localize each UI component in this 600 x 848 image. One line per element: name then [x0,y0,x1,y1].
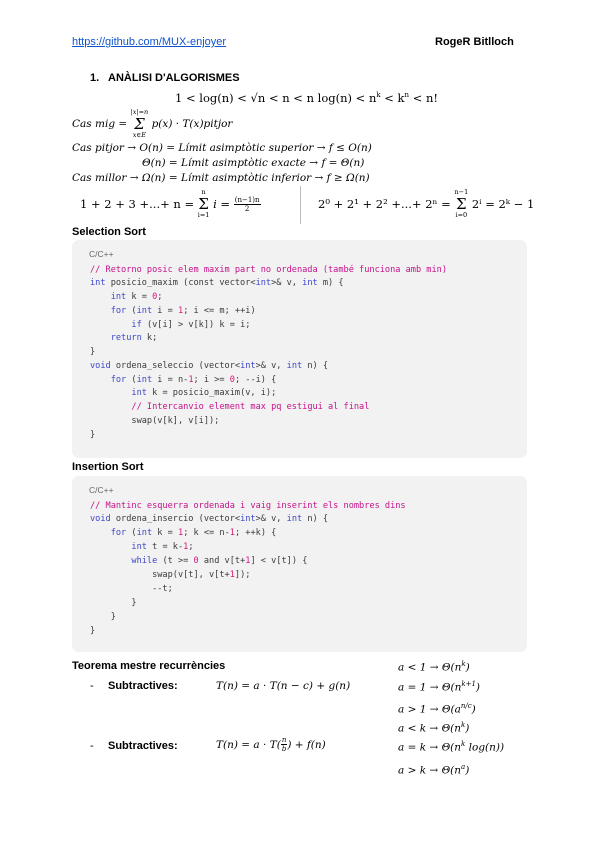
code-line: // Intercanvio element max pq estigui al final [131,402,370,412]
section-number: 1. [90,72,100,84]
code-line: --t; [90,584,173,594]
code-line: for (int k = 1; k <= n-1; ++k) { [110,528,277,538]
code-line: int t = k-1; [131,542,194,552]
code-line: void ordena_insercio (vector<int>& v, int n) { [90,514,329,524]
divisive-recurrence: T(n) = a · T( $\frac{n}{b}$ ) + f(n) [216,736,326,753]
code-line: swap(v[t], v[t+1]); [90,570,251,580]
worst-case-formula: Cas pitjor → O(n) = Límit asimptòtic superior → f ≤ O(n) [72,142,372,154]
code-line: // Mantinc esquerra ordenada i vaig inserint els nombres dins [90,501,406,511]
case-a-eq-1: $a = 1 \to \Theta(n^{k+1})$ [398,680,481,694]
code-line: int k = 0; [110,292,163,302]
case-a-gt-k: $a > k \to \Theta(n^a)$ [398,763,470,777]
code-line: } [90,598,137,608]
master-theorem-title: Teorema mestre recurrències [72,660,226,672]
growth-order: 1 < log(n) < √n < n < n $\log(n) < n^k < k^n < n$! [175,91,439,105]
author-name: RogeR Bitlloch [435,36,514,48]
code-line: void ordena_seleccio (vector<int>& v, int n) { [90,361,329,371]
formula-divider [300,186,301,224]
code-line: while (t >= 0 and v[t+1] < v[t]) { [131,556,308,566]
cas-mig-formula: Cas mig = |x|=n Σ x∈E p(x) · T(x)pitjor [72,108,233,139]
bullet: - [90,680,94,692]
code-line: swap(v[k], v[i]); [90,416,220,426]
code-language-label: C/C++ [89,249,114,259]
insertion-sort-title: Insertion Sort [72,461,144,473]
case-a-gt-1: $a > 1 \to \Theta(a^{n/c})$ [398,702,476,716]
selection-sort-code-block[interactable] [72,240,527,458]
case-a-lt-1: $a < 1 \to \Theta(n^k)$ [398,660,470,674]
code-line: int k = posicio_maxim(v, i); [131,388,277,398]
exact-bound-formula: Θ(n) = Límit asimptòtic exacte → f = Θ(n) [142,157,365,169]
github-link[interactable]: https://github.com/MUX-enjoyer [72,36,227,48]
code-line: int posicio_maxim (const vector<int>& v, int m) { [90,278,344,288]
code-line: for (int i = n-1; i >= 0; --i) { [110,375,277,385]
subtractive-recurrence: T(n) = a · T(n − c) + g(n) [216,680,351,692]
code-language-label: C/C++ [89,485,114,495]
code-line: if (v[i] > v[k]) k = i; [131,320,251,330]
code-line: } [90,612,116,622]
code-line: for (int i = 1; i <= m; ++i) [110,306,256,316]
bullet: - [90,740,94,752]
arithmetic-sum-formula: 1 + 2 + 3 +...+ n = n Σ i=1 i = $\frac{(n-1)n}{2}$ [80,188,260,219]
geometric-sum-formula: 2⁰ + 2¹ + 2² +...+ 2ⁿ = n−1 Σ i=0 2ⁱ = 2ᵏ − 1 [318,188,535,219]
section-title: ANÀLISI D'ALGORISMES [108,72,240,84]
code-line: // Retorno posic elem maxim part no ordenada (també funciona amb min) [90,265,447,275]
code-line: return k; [110,333,158,343]
subtractive-label: Subtractives: [108,680,178,692]
selection-sort-title: Selection Sort [72,226,146,238]
insertion-sort-code-block[interactable] [72,476,527,652]
best-case-formula: Cas millor → Ω(n) = Límit asimptòtic inferior → f ≥ Ω(n) [72,172,370,184]
divisive-label: Subtractives: [108,740,178,752]
case-a-lt-k: $a < k \to \Theta(n^k)$ [398,721,470,735]
code-line: } [90,347,96,357]
code-line: } [90,430,96,440]
code-line: } [90,626,96,636]
case-a-eq-k: $a = k \to \Theta(n^k$ log(n)) [398,740,505,754]
